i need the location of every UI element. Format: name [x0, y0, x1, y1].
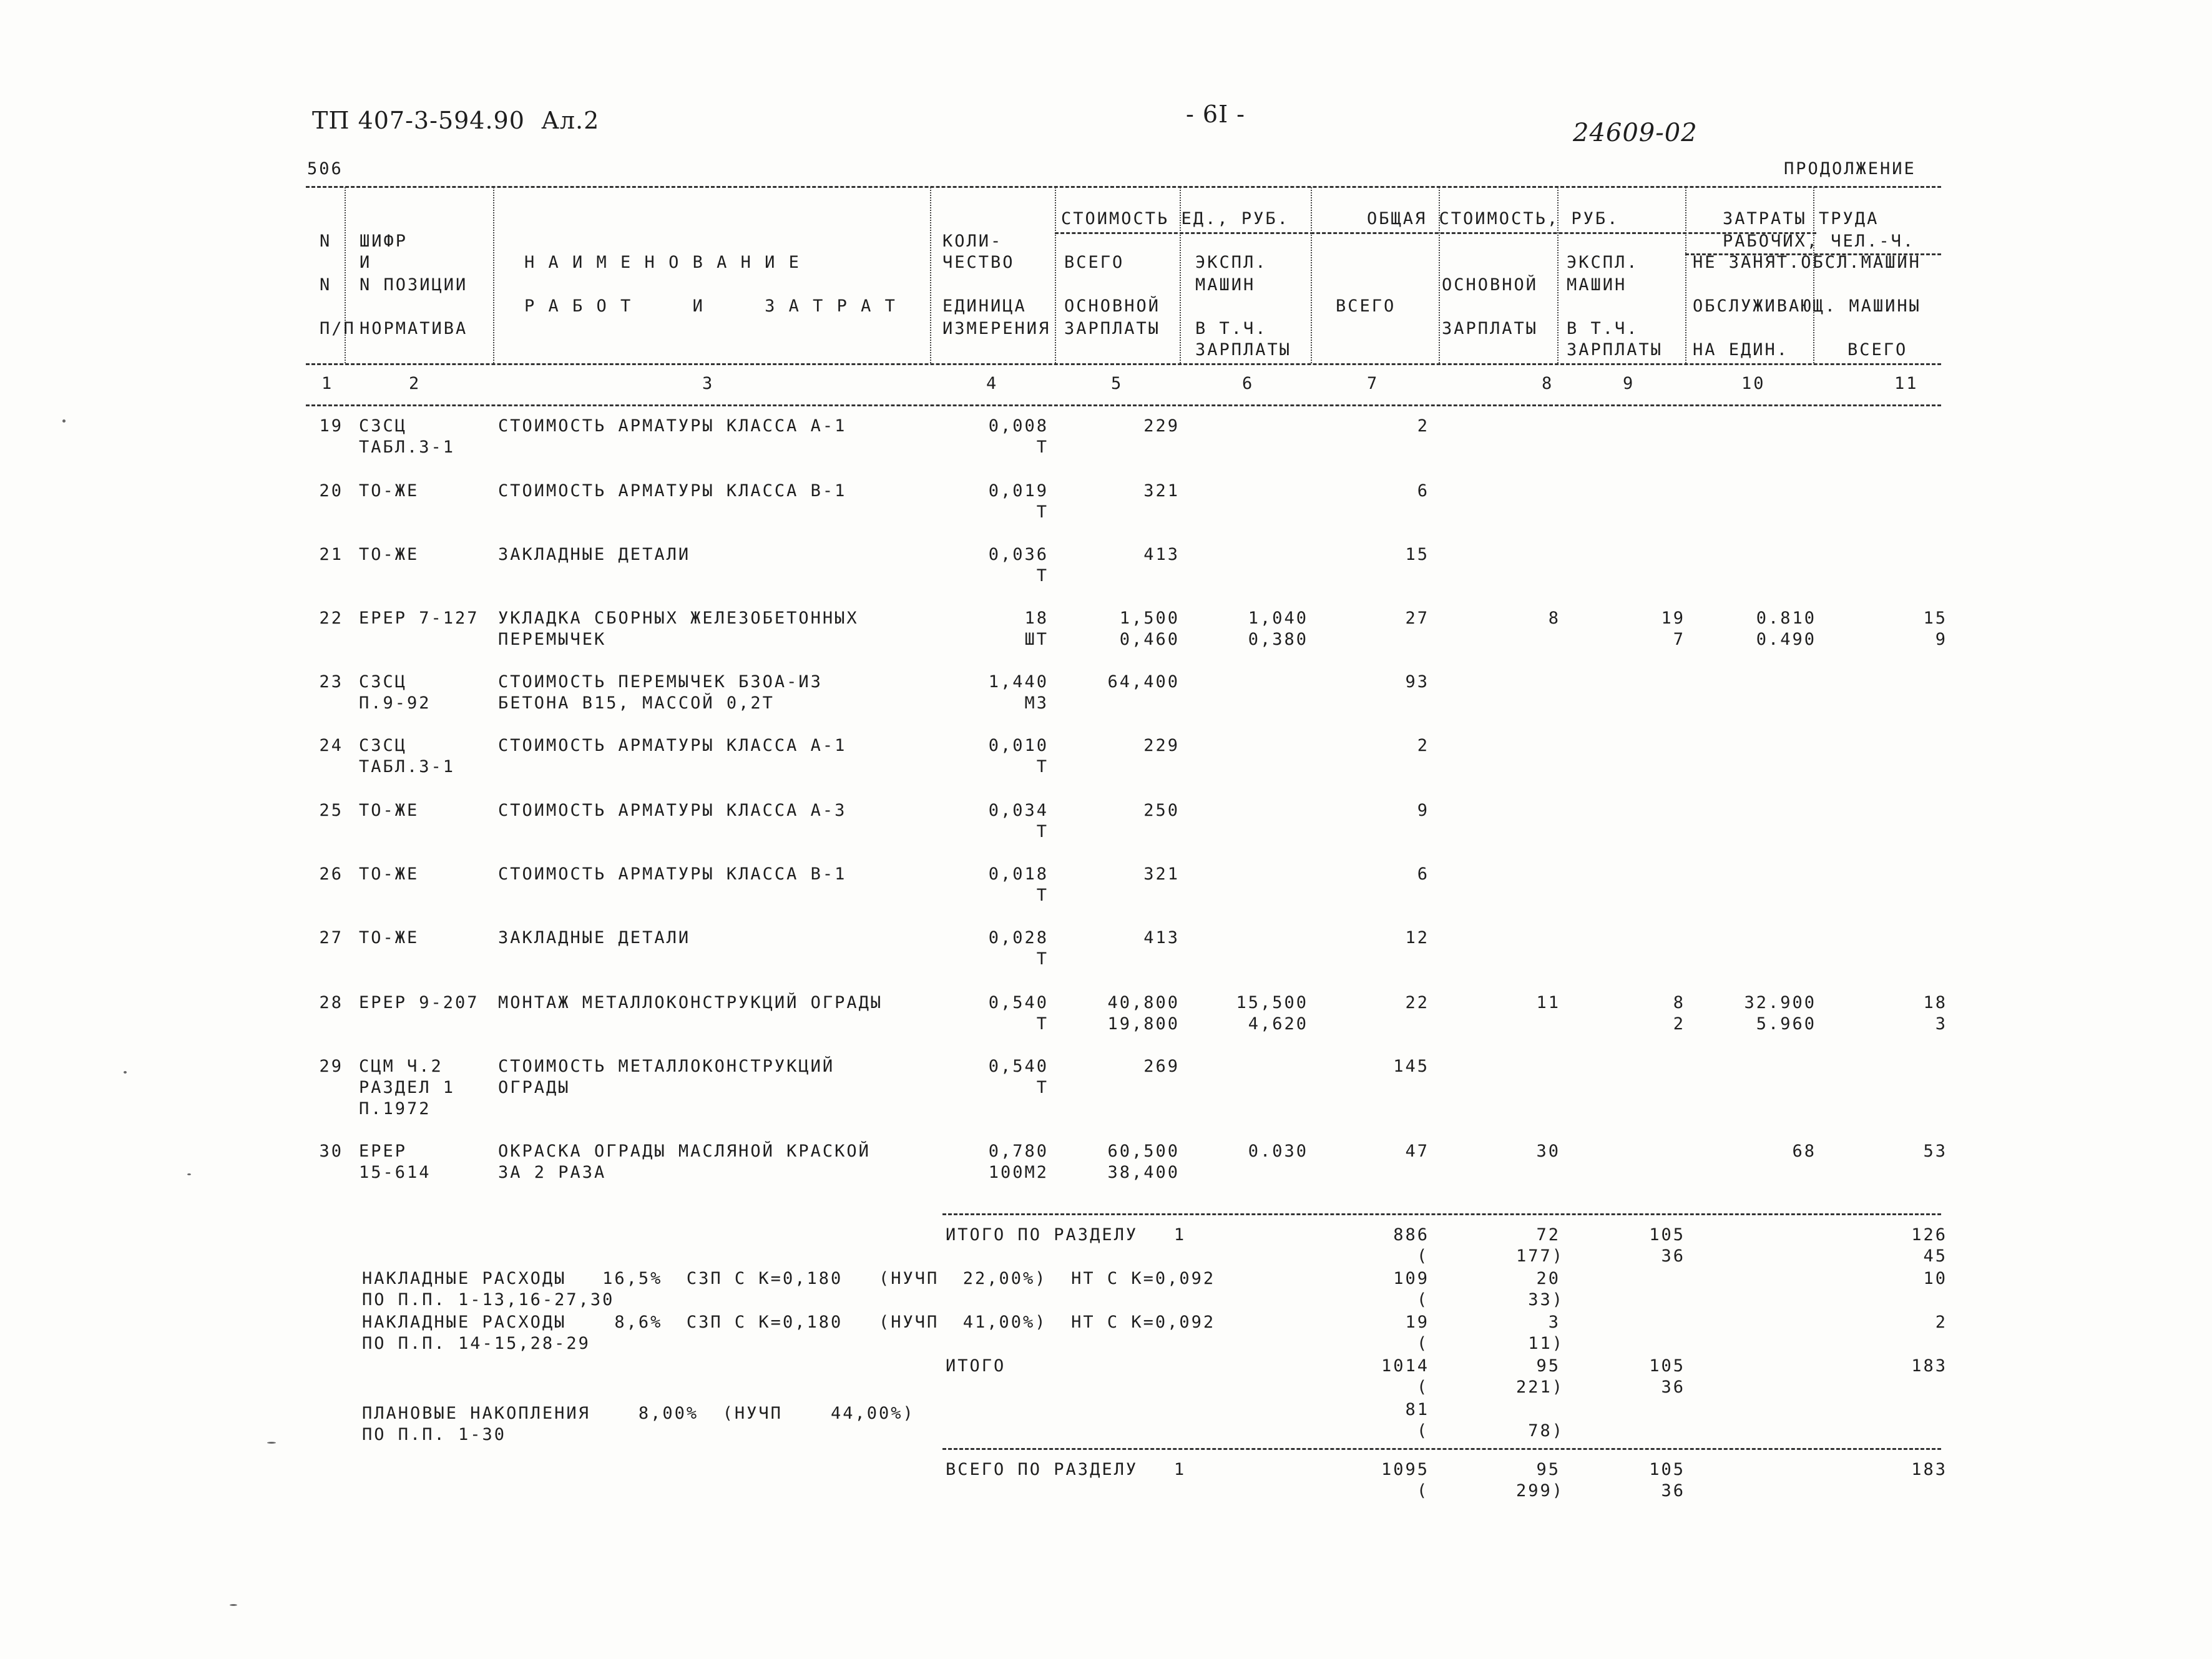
row-name: ЗАКЛАДНЫЕ ДЕТАЛИ: [498, 928, 691, 947]
row-total: 9: [1417, 801, 1429, 820]
row-unit-cost: 413: [1143, 928, 1180, 947]
header-labor-group: РАБОЧИХ, ЧЕЛ.-Ч.: [1723, 232, 1916, 251]
row-total: 47: [1405, 1142, 1429, 1161]
scan-speck: [187, 1173, 191, 1175]
row-name: СТОИМОСТЬ АРМАТУРЫ КЛАССА А-1: [498, 416, 847, 436]
section-total-wage2: 177): [1515, 1246, 1564, 1266]
column-separator: [493, 187, 494, 363]
row-code: 15-614: [359, 1163, 431, 1182]
overhead1-text: НАКЛАДНЫЕ РАСХОДЫ 16,5% С3П С К=0,180 (НУЧП 22,00%) НТ С К=0,092: [362, 1269, 1216, 1288]
header-unit-mach: В Т.Ч.: [1195, 319, 1268, 338]
scan-speck: [267, 1442, 276, 1444]
row-number: 23: [319, 672, 343, 692]
section-total-labor: 126: [1911, 1225, 1947, 1245]
grand-total-wage: 95: [1536, 1460, 1560, 1479]
section-total-mach2: 36: [1661, 1246, 1685, 1266]
row-name: СТОИМОСТЬ АРМАТУРЫ КЛАССА В-1: [498, 864, 847, 884]
row-name: ЗАКЛАДНЫЕ ДЕТАЛИ: [498, 545, 691, 564]
page-number: - 6I -: [1186, 100, 1246, 128]
section-total-all: 886: [1393, 1225, 1429, 1245]
planned-text: ПЛАНОВЫЕ НАКОПЛЕНИЯ 8,00% (НУЧП 44,00%): [362, 1404, 915, 1423]
header-total-cost-group: ОБЩАЯ СТОИМОСТЬ, РУБ.: [1367, 209, 1620, 228]
row-unit-cost: 321: [1143, 864, 1180, 884]
overhead2-wage2: 11): [1528, 1334, 1564, 1353]
row-labor-total: 3: [1935, 1014, 1947, 1034]
row-name: МОНТАЖ МЕТАЛЛОКОНСТРУКЦИЙ ОГРАДЫ: [498, 993, 883, 1012]
overhead2-labor: 2: [1935, 1313, 1947, 1332]
grand-total-rule: [942, 1448, 1941, 1450]
header-col-qty: ЕДИНИЦА: [942, 296, 1027, 316]
header-total-wage: ЗАРПЛАТЫ: [1442, 319, 1539, 338]
header-top-rule: [306, 186, 1941, 188]
row-unit-cost: 229: [1143, 736, 1180, 755]
header-col-no: N: [320, 232, 332, 251]
header-bottom-rule: [306, 404, 1941, 406]
row-unit-mach: 0.030: [1248, 1142, 1308, 1161]
header-unit-total: ВСЕГО: [1064, 253, 1125, 272]
row-labor-unit: 5.960: [1756, 1014, 1816, 1034]
row-qty: 0,036: [988, 545, 1049, 564]
row-name: ОГРАДЫ: [498, 1078, 570, 1097]
row-unit: Т: [1036, 1014, 1049, 1034]
header-labor-total: ВСЕГО: [1847, 340, 1908, 360]
row-unit-mach: 1,040: [1248, 609, 1308, 628]
row-unit-cost: 413: [1143, 545, 1180, 564]
row-total: 2: [1417, 416, 1429, 436]
overhead1-wage: 20: [1536, 1269, 1560, 1288]
header-col-qty: ИЗМЕРЕНИЯ: [942, 319, 1051, 338]
row-unit: Т: [1036, 886, 1049, 905]
row-unit: ШТ: [1024, 630, 1049, 649]
row-total-mach: 19: [1661, 609, 1685, 628]
overhead2-total: 19: [1405, 1313, 1429, 1332]
row-number: 22: [319, 609, 343, 628]
header-unit-mach: ЭКСПЛ.: [1195, 253, 1268, 272]
row-qty: 0,540: [988, 1057, 1049, 1076]
row-total: 145: [1393, 1057, 1429, 1076]
row-total-wage: 8: [1548, 609, 1560, 628]
header-col-qty: КОЛИ-: [942, 232, 1003, 251]
scan-speck: [124, 1071, 127, 1074]
row-unit: Т: [1036, 1078, 1049, 1097]
header-column-number: 3: [702, 374, 715, 393]
row-qty: 0,018: [988, 864, 1049, 884]
row-number: 20: [319, 481, 343, 501]
column-separator: [1311, 187, 1312, 363]
header-column-number: 11: [1894, 374, 1919, 393]
section-total-label: ИТОГО ПО РАЗДЕЛУ 1: [946, 1225, 1187, 1245]
row-code: ТАБЛ.3-1: [359, 438, 456, 457]
overhead2-scope: ПО П.П. 14-15,28-29: [362, 1334, 590, 1353]
grand-total-wage2: 299): [1515, 1481, 1564, 1500]
header-col-code: НОРМАТИВА: [360, 319, 468, 338]
grand-total-mach2: 36: [1661, 1481, 1685, 1500]
header-unit-total: ОСНОВНОЙ: [1064, 296, 1161, 316]
row-unit-mach: 15,500: [1236, 993, 1308, 1012]
row-code: ЕРЕР 9-207: [359, 993, 479, 1012]
paren-open: (: [1417, 1481, 1429, 1500]
header-labor-group: ЗАТРАТЫ ТРУДА: [1723, 209, 1879, 228]
section-total-mach: 105: [1649, 1225, 1685, 1245]
itogo-total: 1014: [1381, 1356, 1429, 1376]
row-qty: 0,034: [988, 801, 1049, 820]
row-code: ТО-ЖЕ: [359, 801, 419, 820]
row-code: ТО-ЖЕ: [359, 928, 419, 947]
row-total: 6: [1417, 481, 1429, 501]
header-col-code: И: [360, 253, 372, 272]
row-qty: 0,010: [988, 736, 1049, 755]
row-total-mach: 8: [1673, 993, 1685, 1012]
row-code: С3СЦ: [359, 736, 408, 755]
header-column-number: 2: [409, 374, 421, 393]
document-number: 24609-02: [1573, 119, 1698, 147]
row-name: ПЕРЕМЫЧЕК: [498, 630, 607, 649]
itogo-label: ИТОГО: [946, 1356, 1006, 1376]
row-name: СТОИМОСТЬ АРМАТУРЫ КЛАССА А-3: [498, 801, 847, 820]
header-unit-mach: ЗАРПЛАТЫ: [1195, 340, 1292, 360]
scan-speck: [230, 1604, 237, 1606]
row-unit-cost: 60,500: [1107, 1142, 1180, 1161]
header-unit-mach: МАШИН: [1195, 275, 1256, 295]
continuation-label: ПРОДОЛЖЕНИЕ: [1784, 159, 1916, 179]
header-total-mach: ЗАРПЛАТЫ: [1567, 340, 1663, 360]
header-column-number: 9: [1623, 374, 1635, 393]
planned-total: 81: [1405, 1400, 1429, 1419]
row-labor-total: 53: [1923, 1142, 1947, 1161]
header-column-number: 1: [321, 374, 334, 393]
row-unit: Т: [1036, 757, 1049, 776]
row-total: 22: [1405, 993, 1429, 1012]
row-unit: 100М2: [988, 1163, 1049, 1182]
overhead2-text: НАКЛАДНЫЕ РАСХОДЫ 8,6% С3П С К=0,180 (НУЧП 41,00%) НТ С К=0,092: [362, 1313, 1216, 1332]
row-qty: 1,440: [988, 672, 1049, 692]
row-unit-cost: 321: [1143, 481, 1180, 501]
row-unit-cost: 40,800: [1107, 993, 1180, 1012]
header-column-number: 8: [1542, 374, 1554, 393]
row-unit: М3: [1024, 693, 1049, 713]
row-name: СТОИМОСТЬ АРМАТУРЫ КЛАССА А-1: [498, 736, 847, 755]
row-labor-total: 15: [1923, 609, 1947, 628]
row-unit: Т: [1036, 949, 1049, 969]
row-total: 2: [1417, 736, 1429, 755]
row-total-mach: 7: [1673, 630, 1685, 649]
header-col-code: ШИФР: [360, 232, 408, 251]
row-code: ЕРЕР 7-127: [359, 609, 479, 628]
row-qty: 18: [1024, 609, 1049, 628]
header-column-number: 10: [1741, 374, 1766, 393]
paren-open: (: [1417, 1290, 1429, 1309]
overhead1-total: 109: [1393, 1269, 1429, 1288]
row-unit-cost: 64,400: [1107, 672, 1180, 692]
grand-total-label: ВСЕГО ПО РАЗДЕЛУ 1: [946, 1460, 1187, 1479]
header-name-line2: Р А Б О Т И З А Т Р А Т: [524, 296, 897, 316]
column-separator: [930, 187, 931, 363]
row-labor-unit: 32.900: [1744, 993, 1816, 1012]
header-total-wage: ОСНОВНОЙ: [1442, 275, 1539, 295]
summary-rule: [942, 1213, 1941, 1215]
row-unit-cost: 229: [1143, 416, 1180, 436]
header-total-mach: В Т.Ч.: [1567, 319, 1639, 338]
grand-total-mach: 105: [1649, 1460, 1685, 1479]
row-unit: Т: [1036, 566, 1049, 585]
row-qty: 0,028: [988, 928, 1049, 947]
row-number: 24: [319, 736, 343, 755]
row-unit-mach: 0,380: [1248, 630, 1308, 649]
row-name: СТОИМОСТЬ МЕТАЛЛОКОНСТРУКЦИЙ: [498, 1057, 835, 1076]
row-labor-unit: 68: [1792, 1142, 1816, 1161]
row-number: 25: [319, 801, 343, 820]
header-labor-sub2: ОБСЛУЖИВАЮЩ. МАШИНЫ: [1693, 296, 1921, 316]
row-name: ОКРАСКА ОГРАДЫ МАСЛЯНОЙ КРАСКОЙ: [498, 1142, 871, 1161]
row-code: С3СЦ: [359, 672, 408, 692]
header-labor-sub: НЕ ЗАНЯТ.ОБСЛ.МАШИН: [1693, 253, 1921, 272]
row-number: 28: [319, 993, 343, 1012]
row-number: 30: [319, 1142, 343, 1161]
row-total: 15: [1405, 545, 1429, 564]
row-total: 93: [1405, 672, 1429, 692]
row-code: П.9-92: [359, 693, 431, 713]
row-code: ЕРЕР: [359, 1142, 408, 1161]
row-name: БЕТОНА В15, МАССОЙ 0,2Т: [498, 693, 775, 713]
header-col-qty: ЧЕСТВО: [942, 253, 1015, 272]
row-name: СТОИМОСТЬ ПЕРЕМЫЧЕК Б3ОА-ИЗ: [498, 672, 823, 692]
row-unit-cost: 38,400: [1107, 1163, 1180, 1182]
row-number: 21: [319, 545, 343, 564]
itogo-mach2: 36: [1661, 1378, 1685, 1397]
row-code: П.1972: [359, 1099, 431, 1118]
row-labor-total: 9: [1935, 630, 1947, 649]
column-separator: [1685, 187, 1686, 363]
header-unit-total: ЗАРПЛАТЫ: [1064, 319, 1161, 338]
header-column-number: 6: [1242, 374, 1255, 393]
header-col-no: N: [320, 275, 332, 295]
row-labor-unit: 0.810: [1756, 609, 1816, 628]
header-mid-rule: [306, 363, 1941, 365]
row-code: ТО-ЖЕ: [359, 481, 419, 501]
row-total: 27: [1405, 609, 1429, 628]
planned-scope: ПО П.П. 1-30: [362, 1425, 507, 1444]
overhead1-labor: 10: [1923, 1269, 1947, 1288]
paren-open: (: [1417, 1378, 1429, 1397]
scan-speck: [62, 419, 66, 423]
header-column-number: 4: [986, 374, 999, 393]
header-col-code: N ПОЗИЦИИ: [360, 275, 468, 295]
itogo-labor: 183: [1911, 1356, 1947, 1376]
row-qty: 0,540: [988, 993, 1049, 1012]
itogo-mach: 105: [1649, 1356, 1685, 1376]
itogo-wage2: 221): [1515, 1378, 1564, 1397]
row-number: 26: [319, 864, 343, 884]
row-total-wage: 11: [1536, 993, 1560, 1012]
row-code: СЦМ Ч.2: [359, 1057, 443, 1076]
header-column-number: 7: [1367, 374, 1379, 393]
row-name: ЗА 2 РАЗА: [498, 1163, 607, 1182]
row-number: 29: [319, 1057, 343, 1076]
unit-cost-subrule: [1055, 232, 1314, 234]
row-labor-total: 18: [1923, 993, 1947, 1012]
row-total: 12: [1405, 928, 1429, 947]
row-qty: 0,780: [988, 1142, 1049, 1161]
planned-wage: 78): [1528, 1421, 1564, 1441]
row-unit-cost: 0,460: [1119, 630, 1180, 649]
row-name: УКЛАДКА СБОРНЫХ ЖЕЛЕЗОБЕТОННЫХ: [498, 609, 859, 628]
row-unit-mach: 4,620: [1248, 1014, 1308, 1034]
header-name-line1: Н А И М Е Н О В А Н И Е: [524, 253, 801, 272]
column-separator: [1055, 187, 1056, 363]
row-name: СТОИМОСТЬ АРМАТУРЫ КЛАССА В-1: [498, 481, 847, 501]
itogo-wage: 95: [1536, 1356, 1560, 1376]
section-total-wage: 72: [1536, 1225, 1560, 1245]
overhead1-wage2: 33): [1528, 1290, 1564, 1309]
row-code: ТО-ЖЕ: [359, 545, 419, 564]
row-number: 27: [319, 928, 343, 947]
section-total-labor2: 45: [1923, 1246, 1947, 1266]
row-code: РАЗДЕЛ 1: [359, 1078, 456, 1097]
row-total-wage: 30: [1536, 1142, 1560, 1161]
header-total-mach: МАШИН: [1567, 275, 1627, 295]
row-unit-cost: 1,500: [1119, 609, 1180, 628]
grand-total-labor: 183: [1911, 1460, 1947, 1479]
row-code: ТАБЛ.3-1: [359, 757, 456, 776]
row-code: С3СЦ: [359, 416, 408, 436]
row-code: ТО-ЖЕ: [359, 864, 419, 884]
row-unit: Т: [1036, 438, 1049, 457]
overhead2-wage: 3: [1548, 1313, 1560, 1332]
document-code: ТП 407-3-594.90 Ал.2: [312, 107, 600, 134]
header-total-mach: ЭКСПЛ.: [1567, 253, 1639, 272]
header-column-number: 5: [1111, 374, 1123, 393]
header-total-all: ВСЕГО: [1336, 296, 1396, 316]
row-labor-unit: 0.490: [1756, 630, 1816, 649]
row-total-mach: 2: [1673, 1014, 1685, 1034]
paren-open: (: [1417, 1421, 1429, 1441]
paren-open: (: [1417, 1246, 1429, 1266]
grand-total-all: 1095: [1381, 1460, 1429, 1479]
paren-open: (: [1417, 1334, 1429, 1353]
header-col-no: П/П: [320, 319, 356, 338]
overhead1-scope: ПО П.П. 1-13,16-27,30: [362, 1290, 615, 1309]
header-labor-unit: НА ЕДИН.: [1693, 340, 1789, 360]
row-number: 19: [319, 416, 343, 436]
row-unit: Т: [1036, 502, 1049, 522]
row-qty: 0,019: [988, 481, 1049, 501]
row-unit-cost: 19,800: [1107, 1014, 1180, 1034]
row-total: 6: [1417, 864, 1429, 884]
row-unit-cost: 269: [1143, 1057, 1180, 1076]
left-code: 506: [307, 159, 343, 179]
row-unit: Т: [1036, 822, 1049, 841]
row-unit-cost: 250: [1143, 801, 1180, 820]
header-unit-cost-group: СТОИМОСТЬ ЕД., РУБ.: [1061, 209, 1290, 228]
row-qty: 0,008: [988, 416, 1049, 436]
